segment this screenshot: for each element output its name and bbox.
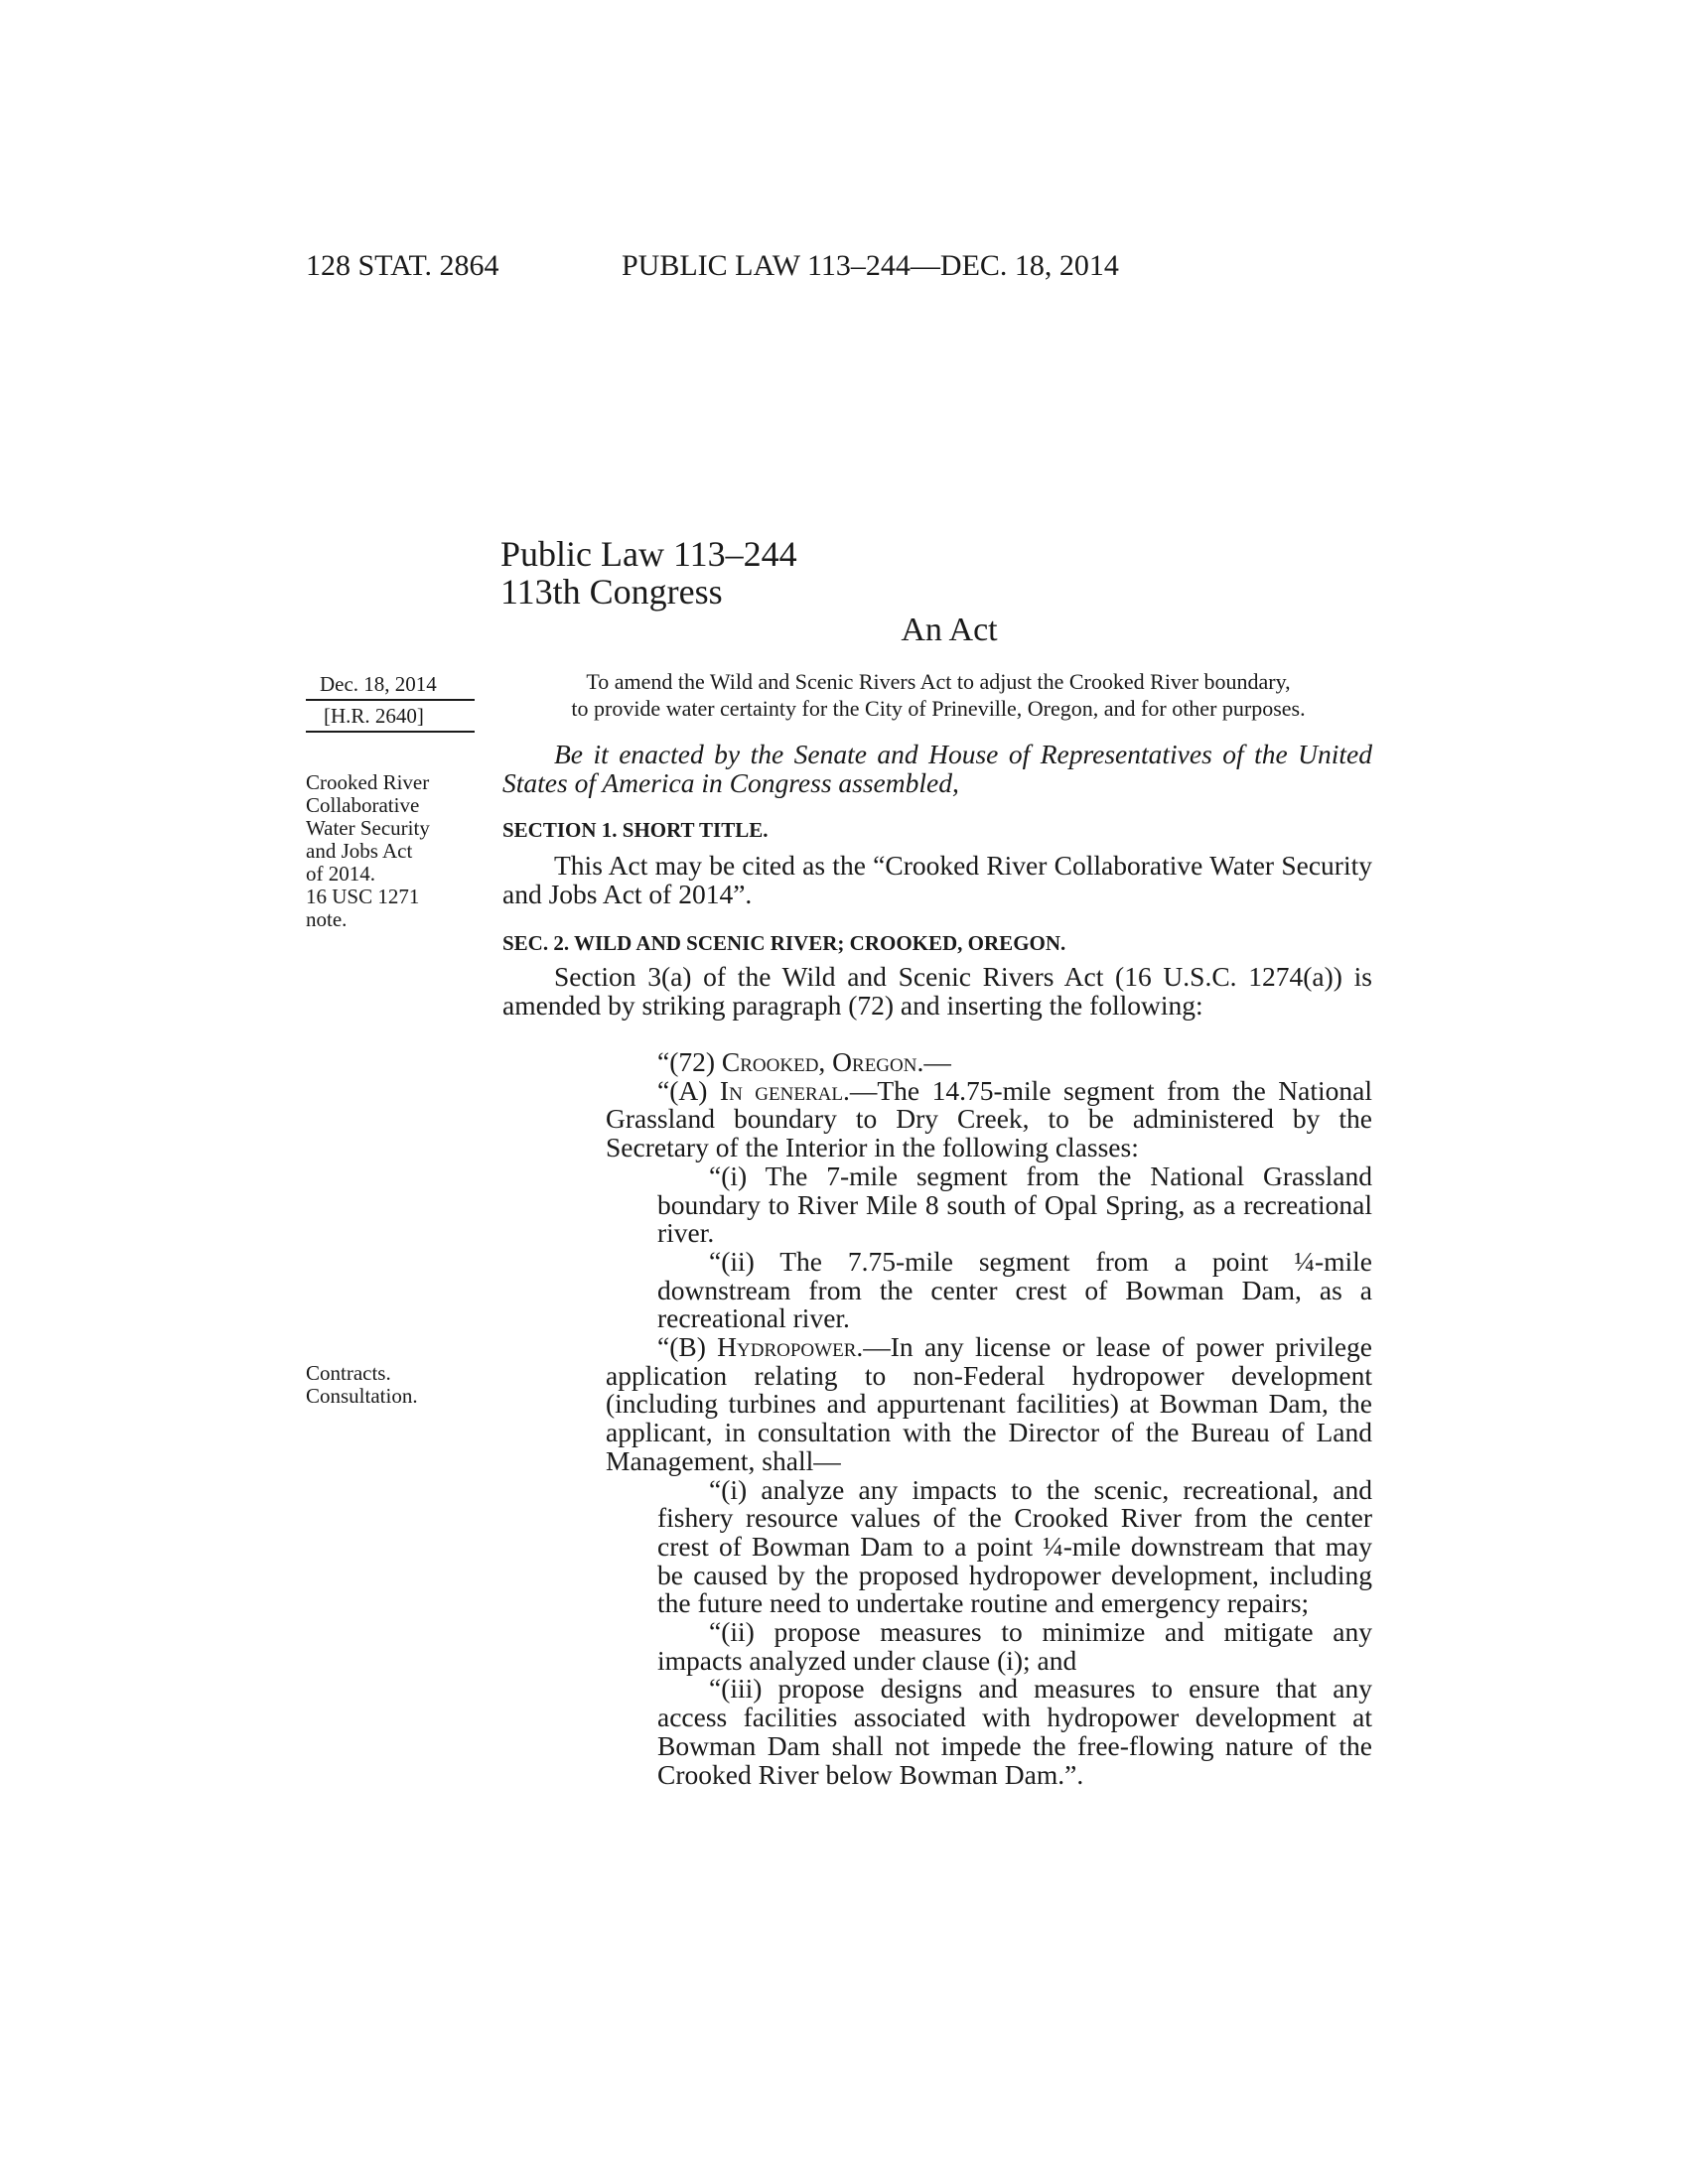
margin-note-line: Contracts.	[306, 1361, 391, 1385]
subparagraph-text: —The 14.75-mile segment from the National Grassland boundary to Dry Creek, to be administered by the Secretary of the Interior in the following classes:	[606, 1074, 1372, 1163]
clause-b-ii: “(ii) propose measures to minimize and mitigate any impacts analyzed under clause (i); and	[657, 1616, 1372, 1676]
paragraph-number: “(72)	[657, 1046, 722, 1077]
subparagraph-text: —In any license or lease of power privilege application relating to non-Federal hydropower development (including turbines and appurtenant facilities) at Bowman Dam, the applicant, in consultation with the Director of the Bureau of Land Management, shall—	[606, 1331, 1373, 1476]
amendment-text	[502, 1048, 1372, 1789]
running-header-law-date: PUBLIC LAW 113–244—DEC. 18, 2014	[622, 249, 1119, 282]
subparagraph-caption: In general.	[719, 1074, 850, 1106]
clause-a-ii: “(ii) The 7.75-mile segment from a point ¼-mile downstream from the center crest of Bowman Dam, as a recreational river.	[657, 1245, 1372, 1334]
margin-note-line: 16 USC 1271	[306, 885, 420, 908]
public-law-title: Public Law 113–244	[500, 534, 797, 574]
margin-contracts-note	[306, 1362, 418, 1408]
paragraph-dash: —	[923, 1046, 951, 1077]
margin-divider-rule-bottom	[306, 731, 475, 733]
margin-bill-number: [H.R. 2640]	[324, 704, 424, 728]
margin-note-line: note.	[306, 907, 348, 931]
congress-title: 113th Congress	[500, 572, 723, 612]
subparagraph-caption: Hydropower.	[717, 1331, 864, 1363]
paragraph-caption: Crooked, Oregon.	[721, 1046, 924, 1077]
subparagraph-b	[502, 1333, 1372, 1476]
margin-short-title-note	[306, 771, 430, 931]
section-1-heading: SECTION 1. SHORT TITLE.	[502, 818, 769, 842]
subparagraph-a	[502, 1074, 1372, 1163]
section-1-text: This Act may be cited as the “Crooked River Collaborative Water Security and Jobs Act of 2014”.	[502, 850, 1372, 909]
margin-note-line: Water Security	[306, 816, 430, 840]
subparagraph-number: “(A)	[657, 1074, 720, 1106]
act-heading: An Act	[901, 612, 998, 648]
margin-note-line: of 2014.	[306, 862, 375, 886]
clause-b-iii: “(iii) propose designs and measures to ensure that any access facilities associated with hydropower development at Bowman Dam shall not impede the free-flowing nature of the Crooked River below Bowman Dam.”.	[657, 1673, 1372, 1790]
section-2-intro: Section 3(a) of the Wild and Scenic Rivers Act (16 U.S.C. 1274(a)) is amended by striking paragraph (72) and inserting the following:	[502, 961, 1372, 1021]
clause-a-i: “(i) The 7-mile segment from the National Grassland boundary to River Mile 8 south of Opal Spring, as a recreational river.	[657, 1160, 1372, 1249]
section-2-heading: SEC. 2. WILD AND SCENIC RIVER; CROOKED, OREGON.	[502, 931, 1066, 955]
margin-note-line: and Jobs Act	[306, 839, 413, 863]
enacting-clause: Be it enacted by the Senate and House of Representatives of the United States of America in Congress assembled,	[502, 739, 1372, 798]
clause-b-i: “(i) analyze any impacts to the scenic, recreational, and fishery resource values of the Crooked River from the center crest of Bowman Dam to a point ¼-mile downstream that may be caused by the proposed hydropower development, including the future need to undertake routine and emergency repairs;	[657, 1473, 1372, 1619]
purpose-line: to provide water certainty for the City of Prineville, Oregon, and for other purposes.	[571, 696, 1306, 721]
margin-divider-rule	[306, 699, 475, 701]
purpose-line: To amend the Wild and Scenic Rivers Act to adjust the Crooked River boundary,	[586, 669, 1291, 694]
subparagraph-number: “(B)	[657, 1331, 718, 1363]
page-stat-citation: 128 STAT. 2864	[306, 249, 499, 282]
act-purpose	[502, 668, 1374, 722]
paragraph-72	[502, 1048, 1372, 1077]
margin-note-line: Consultation.	[306, 1384, 418, 1408]
margin-note-line: Collaborative	[306, 793, 420, 817]
margin-date-note: Dec. 18, 2014	[320, 672, 437, 696]
margin-note-line: Crooked River	[306, 770, 430, 794]
